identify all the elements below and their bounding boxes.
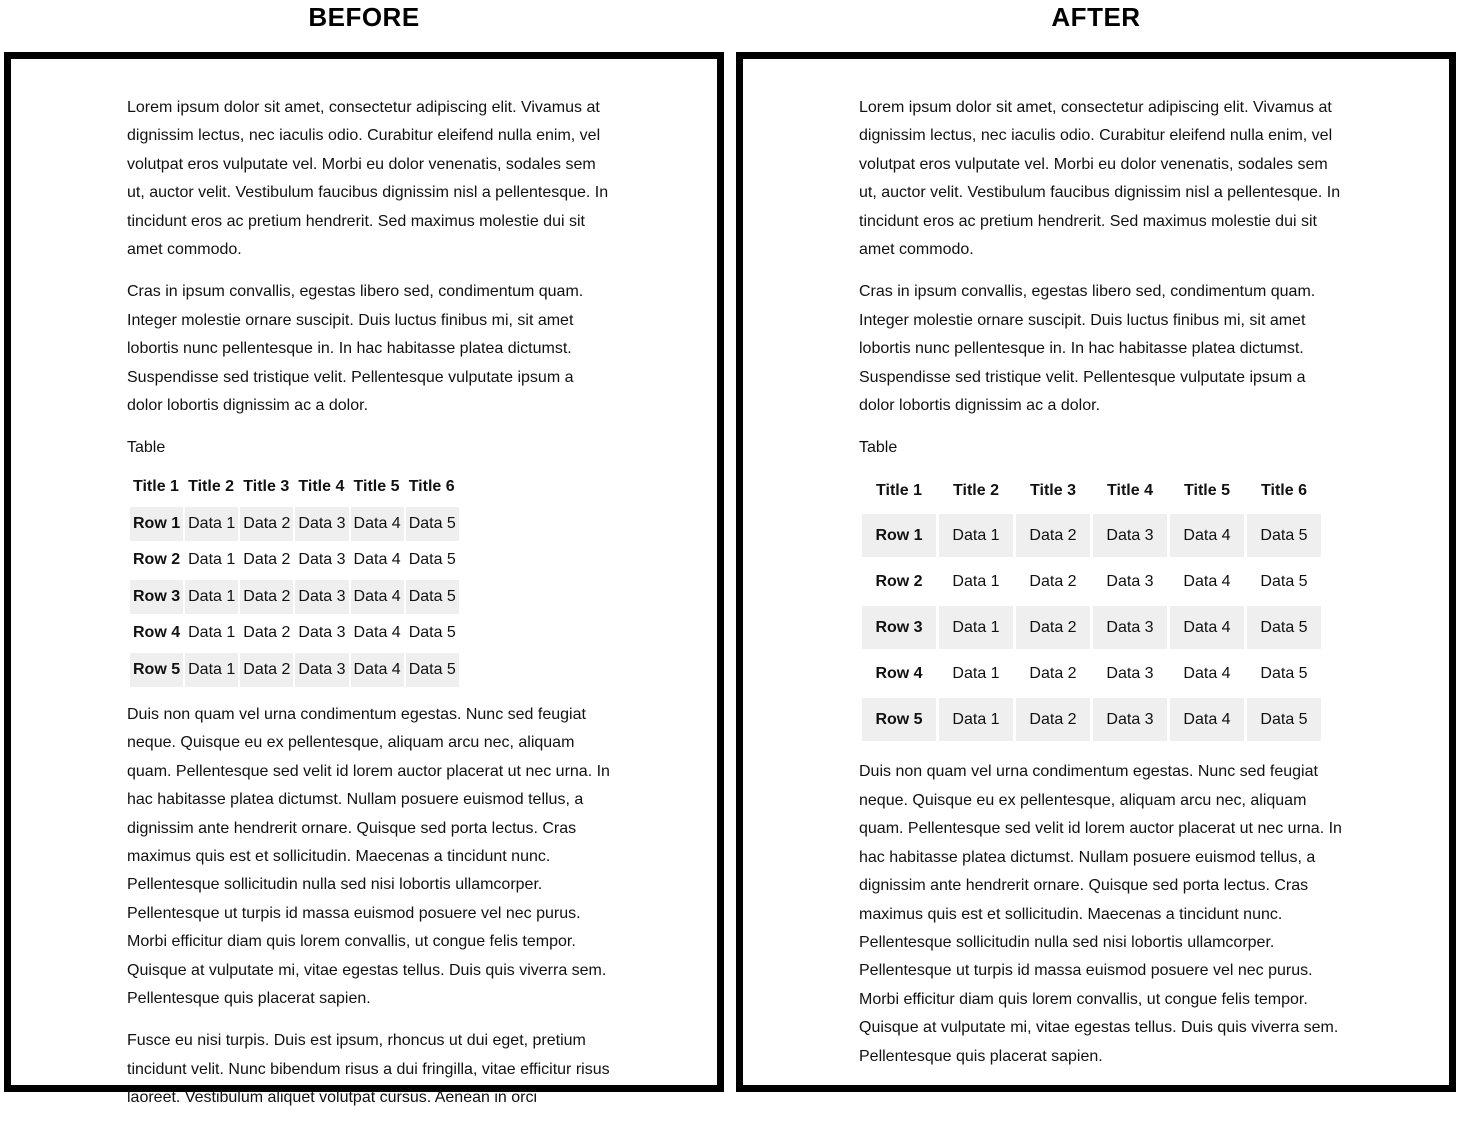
paragraph-1: Lorem ipsum dolor sit amet, consectetur adipiscing elit. Vivamus at dignissim lectus, nec iaculis odio. Curabitur eleifend nulla enim, vel volutpat eros vulputate vel. Morbi eu dolor venenatis, sodales sem ut, auctor velit. Vestibulum faucibus dignissim nisl a pellentesque. In tincidunt eros ac pretium hendrerit. Sed maximus molestie dui sit amet commodo.	[859, 99, 1341, 259]
paragraph-3: Duis non quam vel urna condimentum egestas. Nunc sed feugiat neque. Quisque eu ex pellentesque, aliquam arcu nec, aliquam quam. Pellentesque sed velit id lorem auctor placerat ut nec urna. In hac habitasse platea dictumst. Nullam posuere euismod tellus, a dignissim ante hendrerit ornare. Quisque sed porta lectus. Cras maximus quis est et sollicitudin. Maecenas a tincidunt nunc. Pellentesque sollicitudin nulla sed nisi lobortis ullamcorper. Pellentesque ut turpis id massa euismod posuere vel nec purus. Morbi efficitur diam quis lorem convallis, ut congue felis tempor. Quisque at vulputate mi, vitae egestas tellus. Duis quis viverra sem. Pellentesque quis placerat sapien.	[127, 705, 610, 1007]
table-cell: Data 1	[939, 698, 1013, 741]
table-cell: Data 2	[240, 507, 293, 541]
table-cell: Data 4	[351, 580, 404, 614]
table-cell: Data 5	[408, 551, 456, 569]
table-header-cell: Title 3	[243, 478, 290, 496]
table-row	[862, 698, 1321, 741]
table-cell: Data 4	[351, 653, 404, 687]
table-header-cell: Title 5	[353, 478, 400, 496]
table-row	[130, 507, 459, 541]
table-cell: Data 3	[1093, 606, 1167, 649]
table-row	[862, 560, 1321, 603]
paragraph-4: Fusce eu nisi turpis. Duis est ipsum, rhoncus ut dui eget, pretium tincidunt velit. Nunc bibendum risus a dui fringilla, vitae efficitur risus laoreet. Vestibulum aliquet volutpat cursus. Aenean in orci	[127, 1032, 610, 1107]
table-cell: Data 1	[185, 507, 238, 541]
table-cell: Data 5	[408, 624, 456, 642]
table-cell: Data 2	[240, 580, 293, 614]
table-cell: Data 5	[1260, 664, 1308, 682]
table-header-cell: Title 3	[1030, 482, 1076, 500]
table-header-row	[130, 470, 459, 504]
table-header-cell: Title 5	[1184, 482, 1230, 500]
table-cell: Data 5	[1247, 606, 1321, 649]
table-cell: Data 3	[298, 624, 346, 642]
table-caption: Table	[127, 439, 166, 457]
table-cell: Data 4	[351, 507, 404, 541]
table-cell: Data 5	[1247, 514, 1321, 557]
table-cell: Data 4	[353, 551, 401, 569]
table-header-cell: Title 1	[876, 482, 922, 500]
table-row	[862, 514, 1321, 557]
table-cell: Data 3	[1093, 514, 1167, 557]
row-label: Row 2	[133, 551, 181, 569]
paragraph-3: Duis non quam vel urna condimentum egestas. Nunc sed feugiat neque. Quisque eu ex pellentesque, aliquam arcu nec, aliquam quam. Pellentesque sed velit id lorem auctor placerat ut nec urna. In hac habitasse platea dictumst. Nullam posuere euismod tellus, a dignissim ante hendrerit ornare. Quisque sed porta lectus. Cras maximus quis est et sollicitudin. Maecenas a tincidunt nunc. Pellentesque sollicitudin nulla sed nisi lobortis ullamcorper. Pellentesque ut turpis id massa euismod posuere vel nec purus. Morbi efficitur diam quis lorem convallis, ut congue felis tempor. Quisque at vulputate mi, vitae egestas tellus. Duis quis viverra sem. Pellentesque quis placerat sapien.	[859, 763, 1342, 1065]
table-cell: Data 5	[406, 653, 459, 687]
table-row	[130, 543, 459, 577]
row-label: Row 4	[133, 624, 181, 642]
paragraph-2: Cras in ipsum convallis, egestas libero sed, condimentum quam. Integer molestie ornare suscipit. Duis luctus finibus mi, sit amet lobortis nunc pellentesque in. In hac habitasse platea dictumst. Suspendisse sed tristique velit. Pellentesque vulputate ipsum a dolor lobortis dignissim ac a dolor.	[127, 283, 584, 415]
row-label: Row 3	[130, 580, 183, 614]
table-cell: Data 4	[1183, 664, 1231, 682]
before-panel	[4, 52, 724, 1107]
table-header-cell: Title 4	[1107, 482, 1153, 500]
table-cell: Data 1	[185, 580, 238, 614]
table-cell: Data 2	[1029, 572, 1077, 590]
table-cell: Data 2	[240, 653, 293, 687]
table-row	[130, 580, 459, 614]
row-label: Row 3	[862, 606, 936, 649]
before-heading: BEFORE	[308, 2, 420, 32]
row-label: Row 5	[862, 698, 936, 741]
table-cell: Data 2	[243, 551, 291, 569]
table-header-cell: Title 2	[953, 482, 999, 500]
after-panel	[736, 52, 1456, 1092]
table-cell: Data 1	[952, 664, 1000, 682]
before-document	[127, 94, 612, 1127]
table-cell: Data 1	[188, 551, 236, 569]
table-cell: Data 1	[188, 624, 236, 642]
table-row	[130, 653, 459, 687]
table-cell: Data 5	[1260, 572, 1308, 590]
table-cell: Data 3	[295, 507, 348, 541]
table-row	[130, 616, 459, 650]
table-cell: Data 2	[1016, 514, 1090, 557]
table-cell: Data 1	[939, 606, 1013, 649]
row-label: Row 1	[862, 514, 936, 557]
table-cell: Data 4	[1183, 572, 1231, 590]
after-document	[859, 94, 1344, 1085]
table-cell: Data 1	[952, 572, 1000, 590]
table-cell: Data 2	[1016, 698, 1090, 741]
table-header-cell: Title 6	[408, 478, 455, 496]
table-cell: Data 3	[1093, 698, 1167, 741]
row-label: Row 5	[130, 653, 183, 687]
table-cell: Data 5	[406, 507, 459, 541]
table-cell: Data 5	[1247, 698, 1321, 741]
table-cell: Data 3	[1106, 664, 1154, 682]
table-cell: Data 2	[243, 624, 291, 642]
table-header-cell: Title 1	[133, 478, 179, 496]
table-cell: Data 1	[185, 653, 238, 687]
row-label: Row 4	[875, 664, 923, 682]
table-cell: Data 2	[1016, 606, 1090, 649]
table-cell: Data 3	[295, 580, 348, 614]
table-header-cell: Title 4	[298, 478, 345, 496]
table-cell: Data 5	[406, 580, 459, 614]
table-cell: Data 3	[1106, 572, 1154, 590]
table-cell: Data 1	[939, 514, 1013, 557]
table-header-cell: Title 2	[188, 478, 235, 496]
data-table-before	[128, 468, 461, 688]
table-cell: Data 4	[1170, 606, 1244, 649]
table-cell: Data 4	[1170, 698, 1244, 741]
table-cell: Data 3	[295, 653, 348, 687]
table-cell: Data 2	[1029, 664, 1077, 682]
table-header-row	[862, 471, 1321, 511]
table-caption: Table	[859, 439, 898, 457]
table-header-cell: Title 6	[1261, 482, 1307, 500]
table-cell: Data 4	[353, 624, 401, 642]
paragraph-1: Lorem ipsum dolor sit amet, consectetur adipiscing elit. Vivamus at dignissim lectus, nec iaculis odio. Curabitur eleifend nulla enim, vel volutpat eros vulputate vel. Morbi eu dolor venenatis, sodales sem ut, auctor velit. Vestibulum faucibus dignissim nisl a pellentesque. In tincidunt eros ac pretium hendrerit. Sed maximus molestie dui sit amet commodo.	[127, 99, 609, 259]
table-row	[862, 606, 1321, 649]
table-row	[862, 652, 1321, 695]
row-label: Row 1	[130, 507, 183, 541]
row-label: Row 2	[875, 572, 923, 590]
after-heading: AFTER	[1051, 2, 1141, 32]
table-cell: Data 3	[298, 551, 346, 569]
data-table-after	[859, 468, 1324, 744]
paragraph-2: Cras in ipsum convallis, egestas libero sed, condimentum quam. Integer molestie ornare suscipit. Duis luctus finibus mi, sit amet lobortis nunc pellentesque in. In hac habitasse platea dictumst. Suspendisse sed tristique velit. Pellentesque vulputate ipsum a dolor lobortis dignissim ac a dolor.	[859, 283, 1316, 415]
table-cell: Data 4	[1170, 514, 1244, 557]
